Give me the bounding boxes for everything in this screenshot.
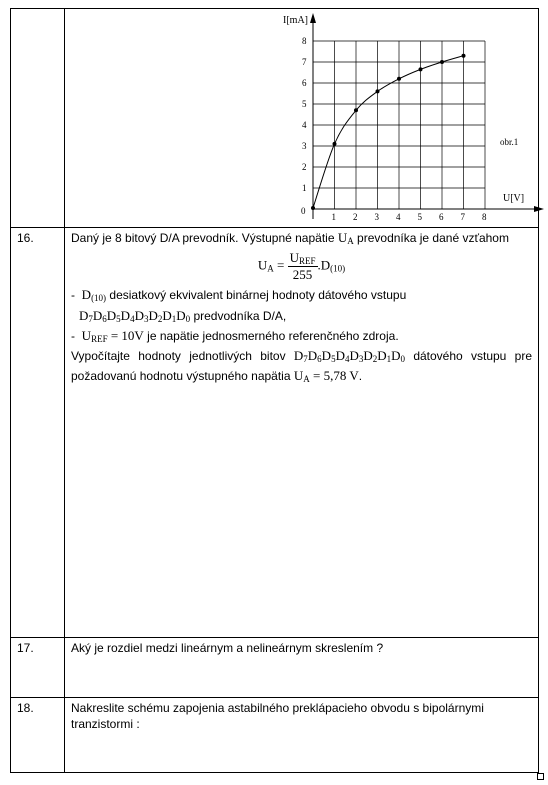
- formula: $U_A$ = $\frac{U_{REF}}{255}$ $.D_{(10)}$: [257, 250, 346, 282]
- data-point: [354, 108, 358, 112]
- data-point: [419, 67, 423, 71]
- intro-text-a: Daný je 8 bitový D/A prevodník. Výstupné napätie: [71, 231, 338, 245]
- definition-bits: $D_7D_6D_5D_4D_3D_2D_1D_0$ predvodníka D/A,: [79, 308, 287, 324]
- y-tick-label: 1: [302, 183, 307, 193]
- figure-label: obr.1: [500, 137, 519, 147]
- bit-symbol: $D_2$: [363, 348, 378, 364]
- x-tick-label: 3: [374, 212, 379, 222]
- data-point: [333, 142, 337, 146]
- question-task: Vypočítajte hodnoty jednotlivých bitov $D_7D_6D_5D_4D_3D_2D_1D_0$ dátového vstupu pre požadovanú hodnotu výstupného napätia $U_A = 5,78$ V.: [71, 348, 532, 384]
- x-tick-label: 6: [439, 212, 444, 222]
- definition-d10: - $D_{(10)}$ desiatkový ekvivalent binárnej hodnoty dátového vstupu: [71, 287, 407, 303]
- data-point: [376, 89, 380, 93]
- y-tick-label: 5: [302, 99, 307, 109]
- x-tick-label: 1: [331, 212, 336, 222]
- bit-symbol: $D_3$: [349, 348, 364, 364]
- data-point: [440, 60, 444, 64]
- bit-symbol: $D_4$: [120, 308, 135, 324]
- x-tick-label: 7: [460, 212, 465, 222]
- x-tick-label: 2: [353, 212, 358, 222]
- graph-row: [11, 9, 539, 228]
- symbol-ua: $U_A$: [337, 230, 354, 246]
- data-point: [311, 206, 315, 210]
- y-tick-label: 8: [302, 36, 307, 46]
- bit-symbol: $D_1$: [162, 308, 177, 324]
- bit-symbol: $D_1$: [377, 348, 392, 364]
- question-body-16: [65, 228, 539, 638]
- y-tick-label: 3: [302, 141, 307, 151]
- bit-symbol: $D_4$: [335, 348, 350, 364]
- x-axis-arrow: [534, 206, 544, 212]
- data-point: [462, 54, 466, 58]
- y-tick-label: 2: [302, 162, 307, 172]
- x-tick-label: 8: [482, 212, 487, 222]
- y-tick-label: 7: [302, 57, 307, 67]
- intro-text-b: prevodníka je dané vzťahom: [353, 231, 509, 245]
- bit-symbol: $D_5$: [106, 308, 121, 324]
- bit-symbol: $D_5$: [321, 348, 336, 364]
- question-number: 16.: [11, 228, 65, 638]
- x-tick-label: 5: [417, 212, 422, 222]
- y-tick-label: 6: [302, 78, 307, 88]
- end-marker: [537, 773, 544, 780]
- question-intro: [65, 228, 538, 246]
- data-point: [397, 77, 401, 81]
- origin-label: 0: [301, 206, 306, 216]
- question-text: Nakreslite schému zapojenia astabilného preklápacieho obvodu s bipolárnymi tranzistormi :: [71, 701, 484, 731]
- question-row-18: [11, 698, 539, 773]
- characteristic-curve: [313, 56, 464, 208]
- question-row-17: [11, 638, 539, 698]
- bit-symbol: $D_3$: [134, 308, 149, 324]
- formula-fraction: $\frac{U_{REF}}{255}$: [289, 250, 316, 282]
- y-axis-arrow: [310, 13, 316, 23]
- x-axis-label: U[V]: [503, 193, 525, 204]
- bit-symbol: $D_0$: [176, 308, 191, 324]
- question-row-16: [11, 228, 539, 638]
- graph-cell: [65, 9, 539, 228]
- chart-grid: [313, 41, 485, 209]
- y-tick-label: 4: [302, 120, 307, 130]
- bit-sequence: [294, 348, 405, 363]
- bit-symbol: $D_7$: [79, 308, 93, 324]
- iv-characteristic-chart: [65, 9, 546, 228]
- bit-symbol: $D_7$: [293, 348, 308, 364]
- bit-sequence: [79, 308, 190, 323]
- definition-uref: - $U_{REF} = 10V$ je napätie jednosmerného referenčného zdroja.: [71, 328, 399, 344]
- question-table: [10, 8, 539, 773]
- bit-symbol: $D_6$: [92, 308, 107, 324]
- bit-symbol: $D_6$: [307, 348, 322, 364]
- x-tick-label: 4: [396, 212, 401, 222]
- bit-symbol: $D_0$: [391, 348, 406, 364]
- tick-labels: [302, 36, 487, 222]
- graph-number-cell: [11, 9, 65, 228]
- bit-symbol: $D_2$: [148, 308, 163, 324]
- question-number: 17.: [11, 638, 65, 698]
- y-axis-label: I[mA]: [283, 15, 308, 26]
- question-body-18: [65, 698, 539, 773]
- question-text: Aký je rozdiel medzi lineárnym a nelineárnym skreslením ?: [71, 641, 384, 655]
- question-number: 18.: [11, 698, 65, 773]
- question-body-17: [65, 638, 539, 698]
